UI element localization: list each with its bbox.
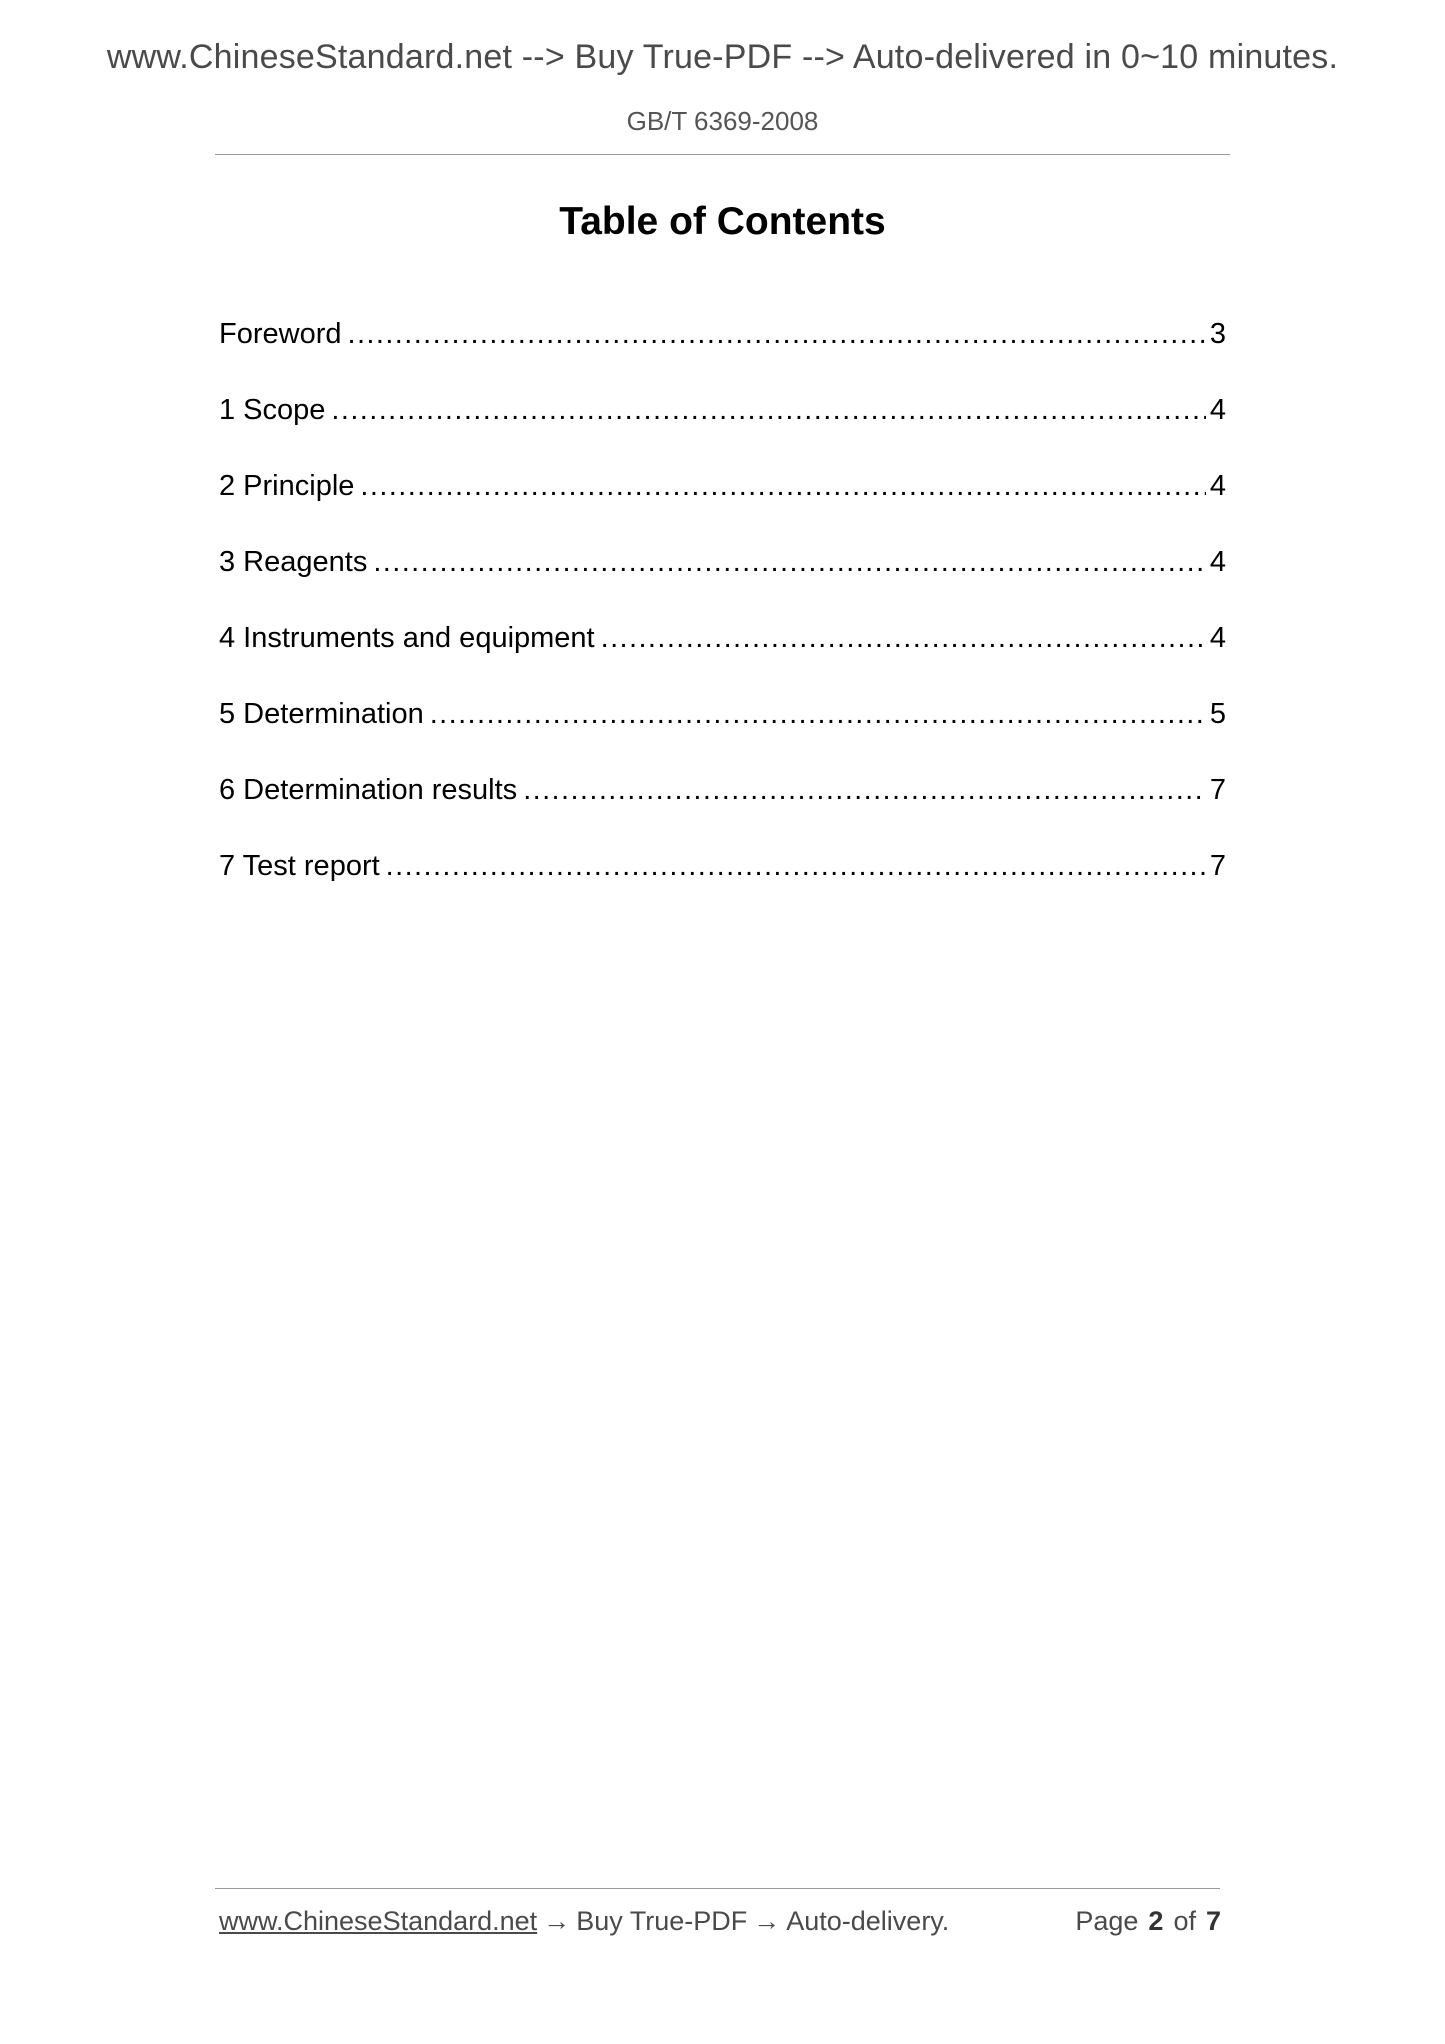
current-page-number: 2	[1148, 1906, 1164, 1936]
page-label: Page	[1075, 1906, 1139, 1936]
right-arrow-icon: →	[543, 1906, 571, 1936]
toc-entry-page: 5	[1209, 698, 1226, 730]
toc-entry-page: 4	[1209, 546, 1226, 578]
toc-title: Table of Contents	[559, 200, 886, 243]
website-link[interactable]: www.ChineseStandard.net	[219, 1906, 538, 1936]
page-indicator	[1075, 1906, 1221, 1937]
page-footer	[219, 1906, 1221, 1942]
toc-dot-leader	[348, 318, 1206, 351]
toc-dot-leader	[331, 394, 1205, 427]
toc-entry-page: 4	[1209, 470, 1226, 502]
toc-entry-determination-results[interactable]	[219, 774, 1226, 850]
toc-entry-reagents[interactable]	[219, 546, 1226, 622]
top-banner: www.ChineseStandard.net --> Buy True-PDF --> Auto-delivered in 0~10 minutes.	[106, 38, 1339, 76]
toc-entry-label: 5 Determination	[219, 698, 424, 730]
toc-entry-principle[interactable]	[219, 470, 1226, 546]
toc-entry-label: 6 Determination results	[219, 774, 518, 806]
toc-entry-page: 4	[1209, 622, 1226, 654]
toc-dot-leader	[386, 850, 1206, 883]
of-label: of	[1173, 1906, 1196, 1936]
total-page-number: 7	[1205, 1906, 1221, 1936]
toc-entry-scope[interactable]	[219, 394, 1226, 470]
toc-entry-label: 4 Instruments and equipment	[219, 622, 595, 654]
toc-entry-label: Foreword	[219, 318, 342, 350]
toc-entry-page: 3	[1209, 318, 1226, 350]
toc-entry-page: 4	[1209, 394, 1226, 426]
toc-entry-label: 7 Test report	[219, 850, 380, 882]
toc-entry-label: 1 Scope	[219, 394, 326, 426]
toc-entry-label: 3 Reagents	[219, 546, 368, 578]
footer-promo	[219, 1906, 949, 1937]
document-code: GB/T 6369-2008	[626, 106, 819, 136]
footer-divider	[215, 1888, 1220, 1889]
toc-dot-leader	[360, 470, 1205, 503]
toc-dot-leader	[523, 774, 1206, 807]
toc-entry-instruments[interactable]	[219, 622, 1226, 698]
auto-delivery-text: Auto-delivery.	[786, 1906, 950, 1936]
toc-entry-page: 7	[1209, 774, 1226, 806]
toc-dot-leader	[601, 622, 1206, 655]
toc-entry-foreword[interactable]	[219, 318, 1226, 394]
toc-dot-leader	[373, 546, 1206, 579]
buy-true-pdf-text: Buy True-PDF	[576, 1906, 748, 1936]
toc-entry-determination[interactable]	[219, 698, 1226, 774]
toc-entry-page: 7	[1209, 850, 1226, 882]
table-of-contents	[219, 318, 1226, 926]
toc-dot-leader	[430, 698, 1206, 731]
header-divider	[215, 154, 1230, 155]
right-arrow-icon: →	[753, 1906, 781, 1936]
toc-entry-test-report[interactable]	[219, 850, 1226, 926]
toc-entry-label: 2 Principle	[219, 470, 355, 502]
